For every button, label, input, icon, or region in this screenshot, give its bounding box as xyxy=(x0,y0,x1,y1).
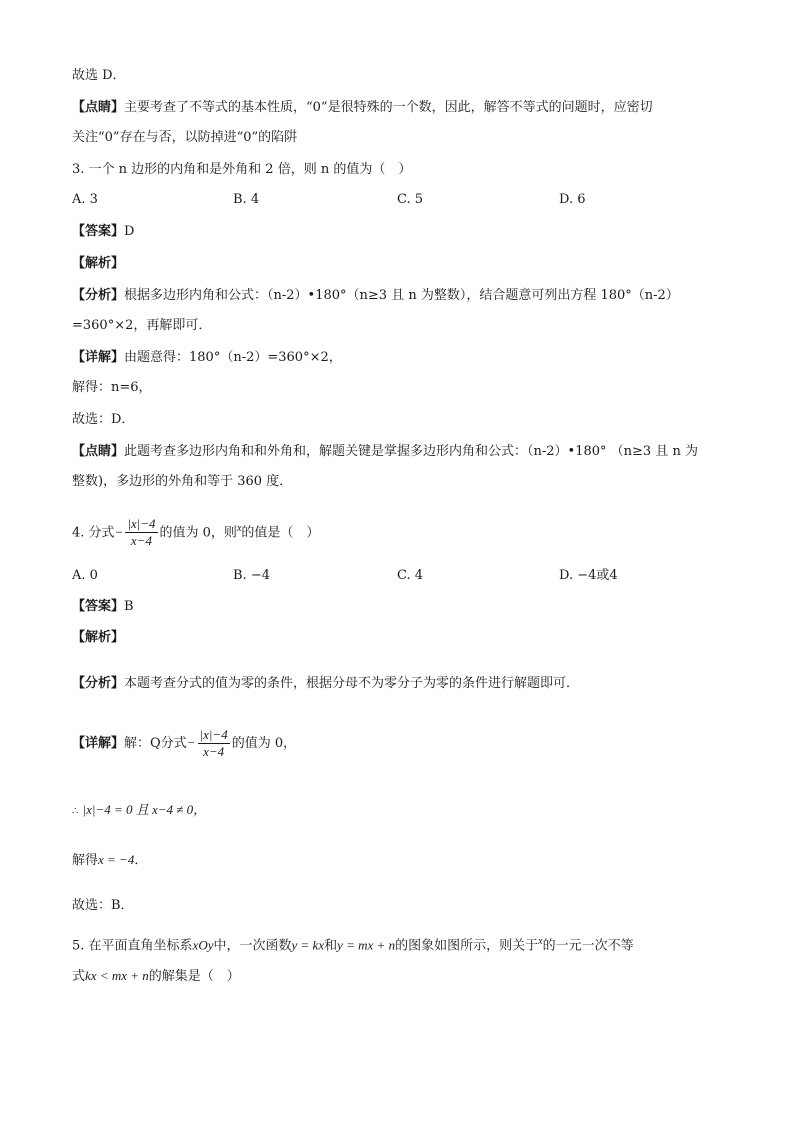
q5-stem-2b: 的解集是（ ） xyxy=(148,969,240,984)
detail-tag: 【详解】 xyxy=(72,350,125,365)
condition-expr: |x|−4 = 0 且 x−4 ≠ 0， xyxy=(82,802,207,817)
inequality: kx < mx + n xyxy=(85,968,149,983)
q4-jiexi-tag: 【解析】 xyxy=(72,630,125,645)
q4-select: 故选：B． xyxy=(72,898,134,913)
q3-analysis xyxy=(72,286,679,306)
q4-stem-end: 的值是（ ） xyxy=(241,525,320,541)
q3-option-d: D. 6 xyxy=(559,192,586,207)
q3-detail-3: 故选：D． xyxy=(72,412,135,427)
q4-stem-suffix: 的值为 0，则 xyxy=(159,525,237,541)
q4-condition xyxy=(72,800,206,822)
analysis-tag: 【分析】 xyxy=(72,288,125,303)
q5-stem-b: 中，一次函数 xyxy=(213,938,292,954)
q3-jiexi-tag: 【解析】 xyxy=(72,256,125,271)
q3-option-c: C. 5 xyxy=(397,192,424,207)
q4-detail xyxy=(72,726,296,761)
comment-tag: 【点睛】 xyxy=(72,100,125,115)
q4-stem-prefix: 4. 分式 xyxy=(72,525,115,541)
q4-analysis xyxy=(72,674,579,694)
therefore-symbol: ∴ xyxy=(72,806,79,817)
q4-stem xyxy=(72,512,319,550)
q3-comment-2: 整数)，多边形的外角和等于 360 度． xyxy=(72,474,293,489)
function-2: y = mx + n xyxy=(337,937,396,953)
detail-text: 由题意得：180°（n-2）=360°×2， xyxy=(124,350,342,365)
q5-stem-2a: 式 xyxy=(72,969,86,984)
comment-text: 主要考查了不等式的基本性质，“0”是很特殊的一个数，因此，解答不等式的问题时，应密切 xyxy=(124,100,653,115)
analysis-text: 本题考查分式的值为零的条件，根据分母不为零分子为零的条件进行解题即可． xyxy=(124,676,580,691)
q3-stem: 3. 一个 n 边形的内角和是外角和 2 倍，则 n 的值为（ ） xyxy=(72,162,412,177)
comment-text: 此题考查多边形内角和和外角和，解题关键是掌握多边形内角和公式：（n-2）•180° （n≥3 且 n 为 xyxy=(124,444,698,459)
q3-detail xyxy=(72,348,342,368)
fraction-numerator: |x|−4 xyxy=(127,516,156,532)
minus-sign: − xyxy=(186,735,196,750)
fraction-numerator: |x|−4 xyxy=(199,727,228,742)
function-1: y = kx xyxy=(291,937,325,953)
q3-answer xyxy=(72,222,134,242)
comment-line xyxy=(72,98,653,118)
fraction xyxy=(125,516,157,549)
minus-sign: − xyxy=(114,524,124,540)
variable-x: x xyxy=(538,936,543,947)
solve-prefix: 解得 xyxy=(72,853,99,868)
q4-option-b: B. −4 xyxy=(233,568,270,583)
because-symbol: Q xyxy=(150,736,161,751)
q5-and: 和 xyxy=(324,938,338,954)
q5-stem-line2 xyxy=(72,966,240,987)
q4-solve xyxy=(72,850,147,871)
comment-tag: 【点睛】 xyxy=(72,444,125,459)
fraction-denominator: x−4 xyxy=(203,744,225,759)
q4-option-c: C. 4 xyxy=(397,568,424,583)
analysis-text: 根据多边形内角和公式：（n-2）•180°（n≥3 且 n 为整数），结合题意可列出方程 180°（n-2） xyxy=(124,288,679,303)
q3-option-b: B. 4 xyxy=(233,192,260,207)
solve-end: ． xyxy=(134,853,148,868)
q5-stem-d: 的一元一次不等 xyxy=(542,938,634,954)
detail-suffix: 的值为 0， xyxy=(231,736,297,751)
q5-stem-c: 的图象如图所示，则关于 xyxy=(395,938,539,954)
q3-detail-2: 解得：n=6， xyxy=(72,380,152,395)
q4-option-d: D. −4或4 xyxy=(559,568,618,583)
detail-tag: 【详解】 xyxy=(72,736,125,751)
q3-option-a: A. 3 xyxy=(72,192,98,207)
variable-x: x xyxy=(236,523,242,534)
fraction-denominator: x−4 xyxy=(130,533,152,549)
answer-tag: 【答案】 xyxy=(72,599,125,614)
q4-option-a: A. 0 xyxy=(72,568,98,583)
detail-mid: 分式 xyxy=(160,736,187,751)
q3-comment xyxy=(72,442,698,462)
detail-prefix: 解： xyxy=(124,736,151,751)
solve-equation: x = −4 xyxy=(98,852,135,867)
answer-value: D xyxy=(124,224,135,239)
fraction xyxy=(198,727,230,760)
answer-tag: 【答案】 xyxy=(72,224,125,239)
answer-value: B xyxy=(124,599,134,614)
coordinate-system: xOy xyxy=(192,937,214,953)
q5-stem-a: 5. 在平面直角坐标系 xyxy=(72,938,193,954)
q3-analysis-2: =360°×2，再解即可． xyxy=(72,318,212,333)
q5-stem-line1 xyxy=(72,932,634,956)
q4-answer xyxy=(72,597,134,617)
comment-line-2: 关注“0”存在与否，以防掉进“0”的陷阱 xyxy=(72,130,298,145)
answer-select-line: 故选 D． xyxy=(72,68,126,83)
analysis-tag: 【分析】 xyxy=(72,676,125,691)
